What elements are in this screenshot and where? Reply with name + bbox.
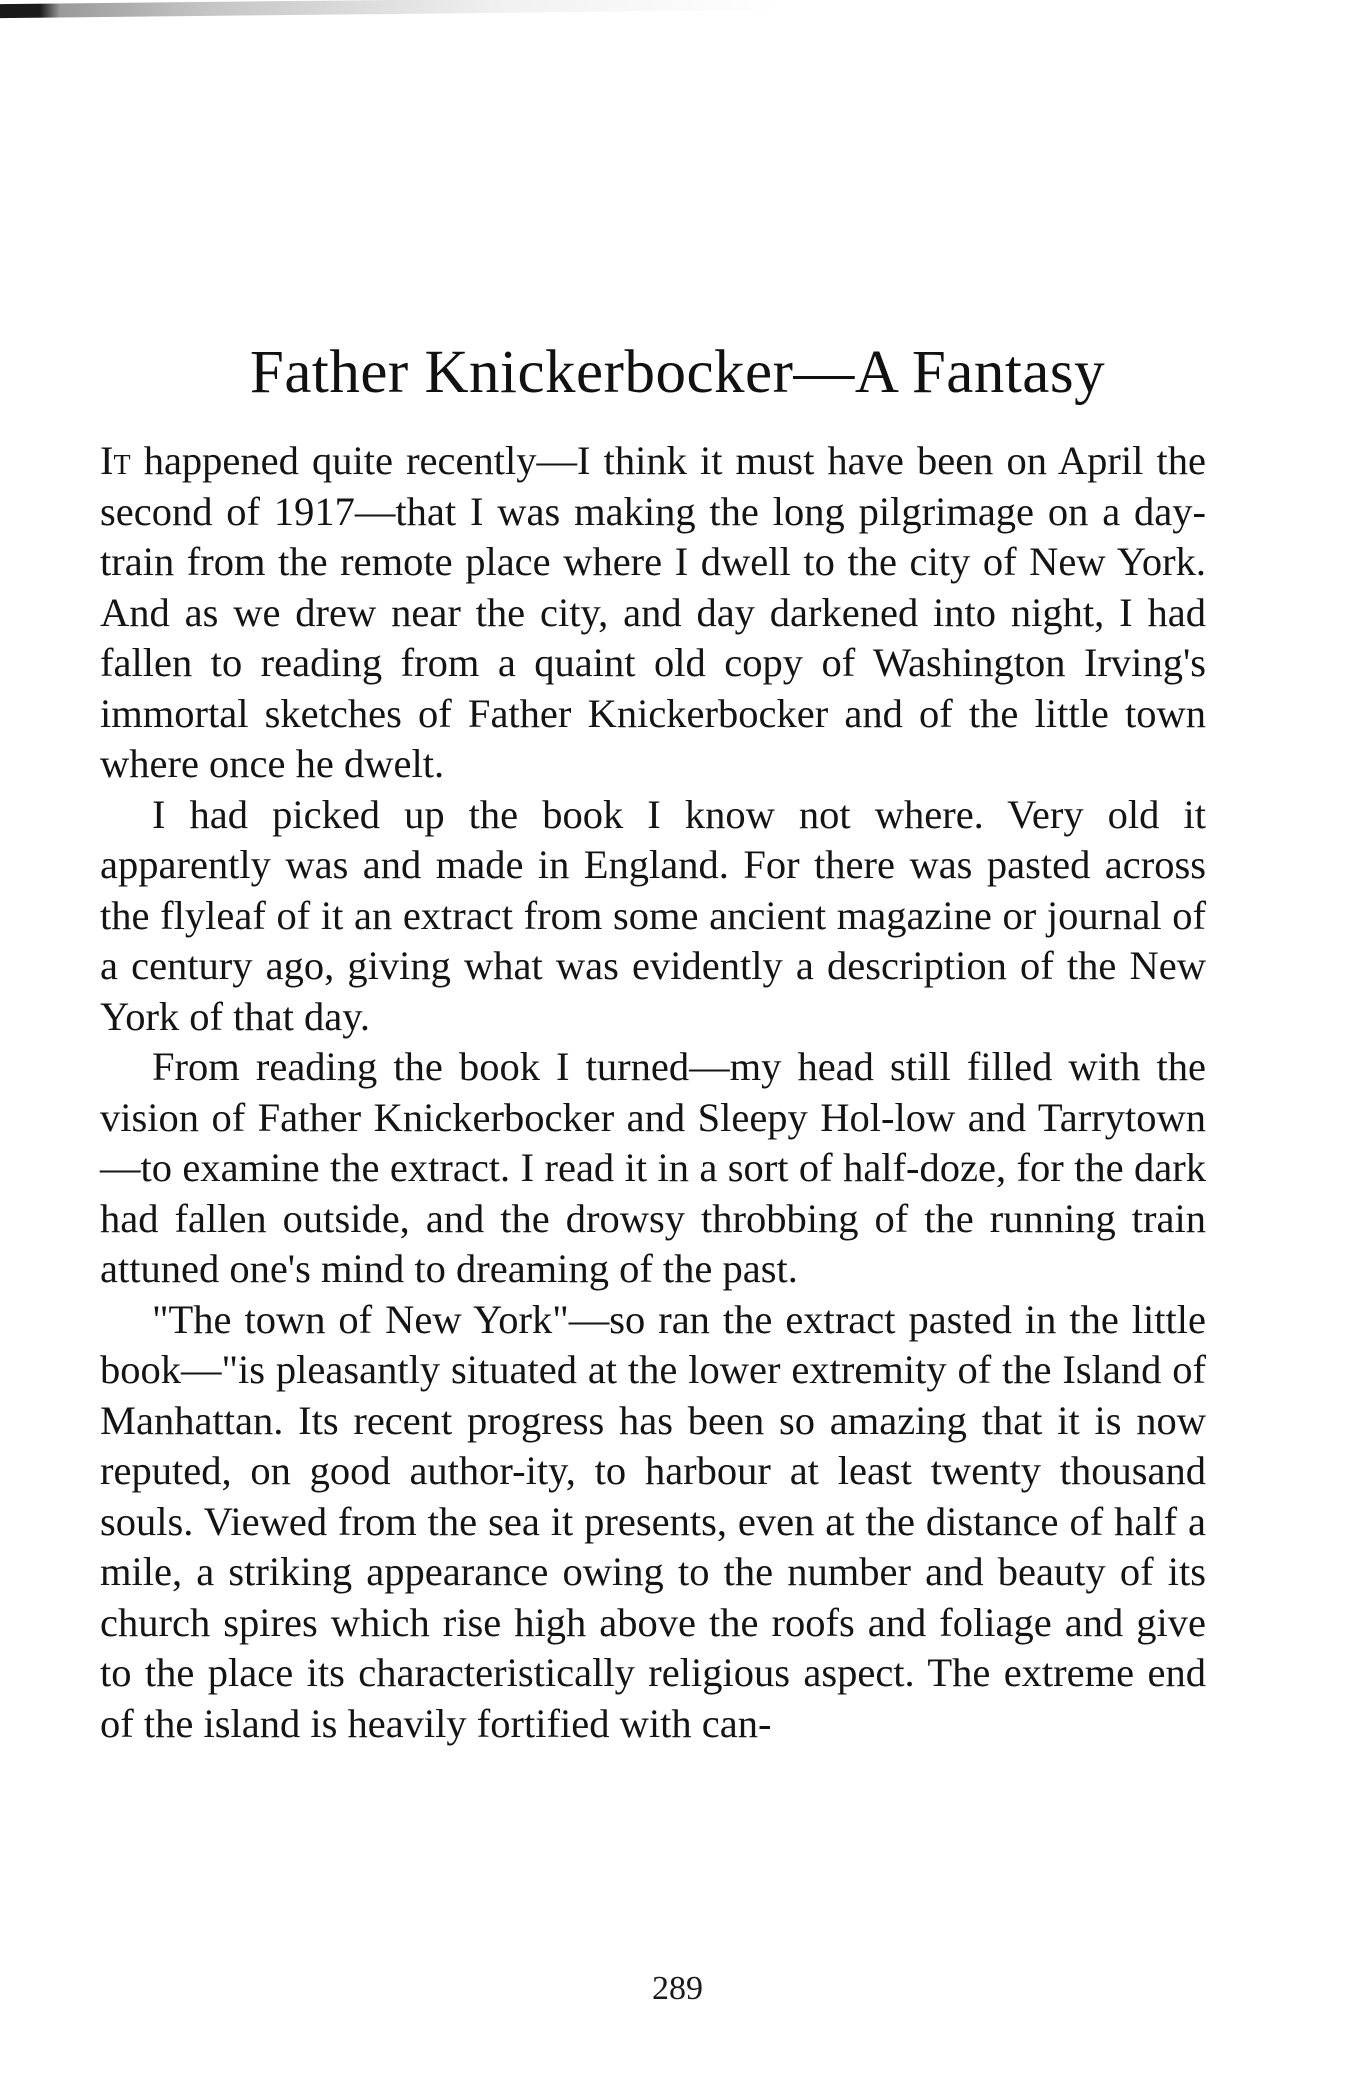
chapter-title: Father Knickerbocker—A Fantasy	[249, 339, 1106, 406]
paragraph-1-text: happened quite recently—I think it must have been on April the second of 1917—that I was making the long pilgrimage on a day-train from the remote place where I dwell to the city of New York. And as we drew near the city, and day darkened into night, I had fallen to reading from a quaint old copy of Washington Irving's immortal sketches of Father Knickerbocker and of the little town where once he dwelt.	[100, 438, 1206, 786]
page-number: 289	[652, 1970, 703, 2007]
body-text	[100, 436, 1206, 1749]
drop-lead-word: It	[100, 438, 131, 483]
paragraph-1	[100, 436, 1206, 790]
paragraph-4: "The town of New York"—so ran the extract pasted in the little book—"is pleasantly situated at the lower extremity of the Island of Manhattan. Its recent progress has been so amazing that it is now reputed, on good author-ity, to harbour at least twenty thousand souls. Viewed from the sea it presents, even at the distance of half a mile, a striking appearance owing to the number and beauty of its church spires which rise high above the roofs and foliage and give to the place its characteristically religious aspect. The extreme end of the island is heavily fortified with can-	[100, 1296, 1206, 1746]
paragraph-2: I had picked up the book I know not where. Very old it apparently was and made in England. For there was pasted across the flyleaf of it an extract from some ancient magazine or journal of a century ago, giving what was evidently a description of the New York of that day.	[100, 791, 1206, 1039]
scan-edge-artifact	[0, 0, 780, 18]
paragraph-3: From reading the book I turned—my head still filled with the vision of Father Knickerbocker and Sleepy Hol-low and Tarrytown—to examine the extract. I read it in a sort of half-doze, for the dark had fallen outside, and the drowsy throbbing of the running train attuned one's mind to dreaming of the past.	[100, 1044, 1206, 1291]
